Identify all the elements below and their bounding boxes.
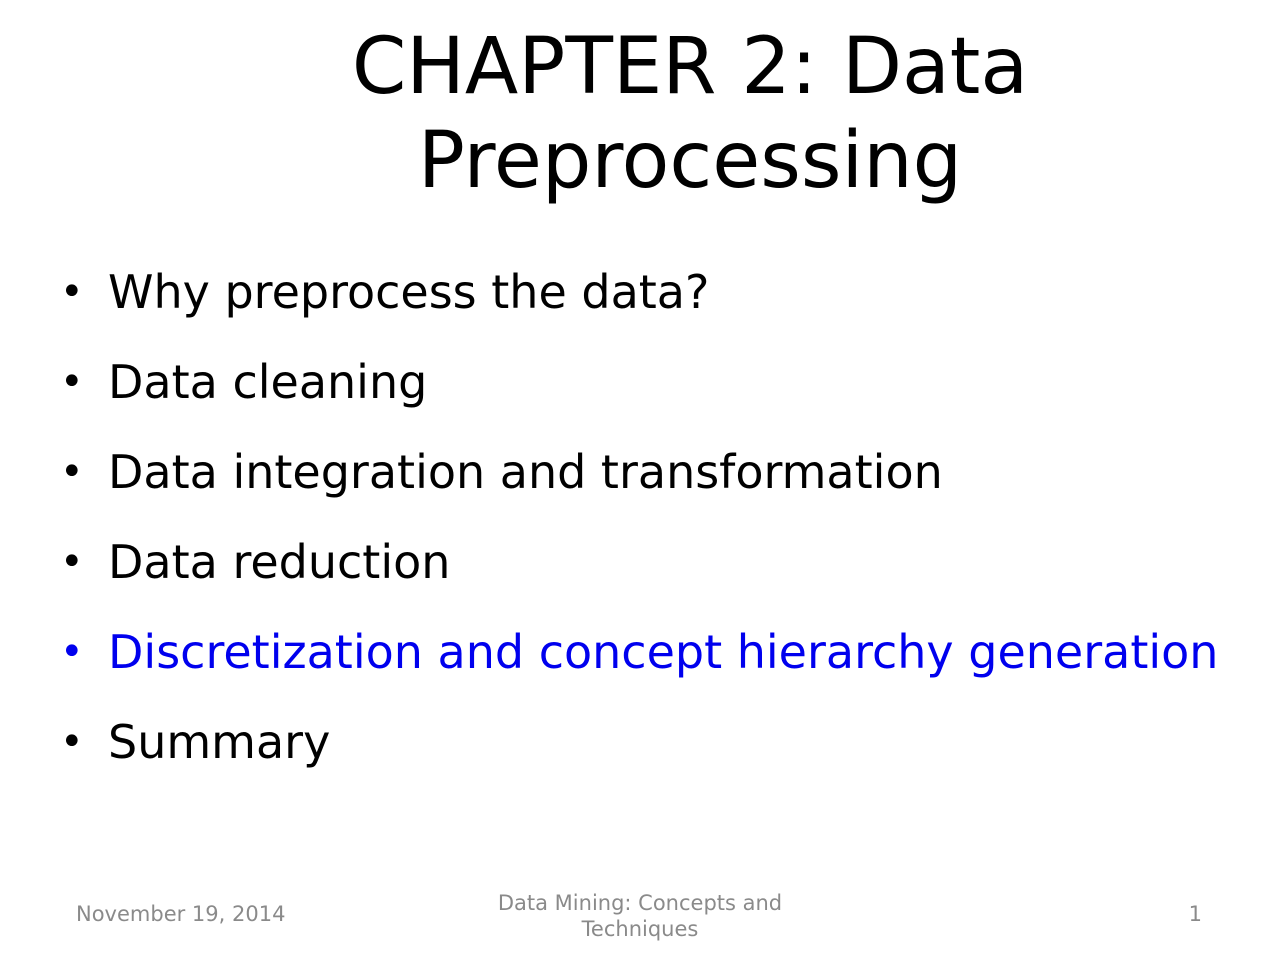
bullet-icon: • [60, 539, 84, 585]
bullet-text: Why preprocess the data? [108, 265, 710, 319]
bullet-icon: • [60, 449, 84, 495]
bullet-text: Data reduction [108, 535, 451, 589]
bullet-item [60, 432, 1220, 512]
bullet-item [60, 702, 1220, 782]
bullet-text: Summary [108, 715, 331, 769]
bullet-text: Discretization and concept hierarchy generation [108, 625, 1219, 679]
bullet-text: Data cleaning [108, 355, 428, 409]
bullet-icon: • [60, 629, 84, 675]
bullet-list [60, 252, 1220, 792]
bullet-item [60, 522, 1220, 602]
bullet-icon: • [60, 719, 84, 765]
bullet-text: Data integration and transformation [108, 445, 943, 499]
footer-course-title: Data Mining: Concepts and Techniques [497, 891, 783, 941]
footer-page-number: 1 [1188, 902, 1202, 926]
bullet-icon: • [60, 359, 84, 405]
slide-title: CHAPTER 2: Data Preprocessing [351, 22, 1029, 206]
bullet-item [60, 342, 1220, 422]
bullet-icon: • [60, 269, 84, 315]
bullet-item [60, 252, 1220, 332]
bullet-item-highlighted [60, 612, 1220, 692]
footer-date: November 19, 2014 [76, 902, 286, 926]
